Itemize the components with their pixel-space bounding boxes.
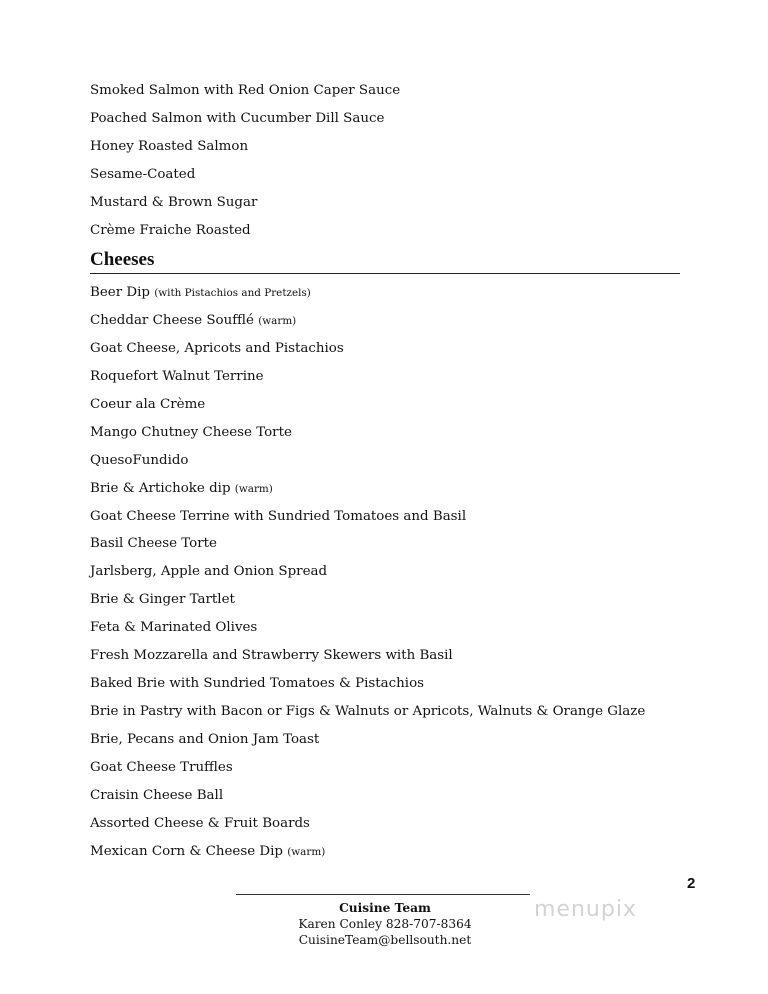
item-name: Basil Cheese Torte <box>90 536 217 552</box>
item-name: Beer Dip <box>90 285 150 300</box>
item-name: Brie in Pastry with Bacon or Figs & Walnuts or Apricots, Walnuts & Orange Glaze <box>90 704 646 720</box>
cheese-list <box>90 284 645 871</box>
footer-contact: Karen Conley 828-707-8364 <box>298 917 472 931</box>
item-name: Craisin Cheese Ball <box>90 787 224 803</box>
item-name: Fresh Mozzarella and Strawberry Skewers with Basil <box>90 648 453 664</box>
list-item: Crème Fraiche Roasted <box>90 222 251 238</box>
list-item <box>90 647 645 675</box>
item-note: (with Pistachios and Pretzels) <box>154 287 311 299</box>
section-title-cheeses: Cheeses <box>90 249 155 270</box>
item-name: Goat Cheese Terrine with Sundried Tomatoes and Basil <box>90 508 467 524</box>
list-item <box>90 424 645 452</box>
list-item: Mustard & Brown Sugar <box>90 194 258 210</box>
item-name: Mango Chutney Cheese Torte <box>90 424 292 440</box>
list-item: Sesame-Coated <box>90 166 196 182</box>
list-item <box>90 340 645 368</box>
item-name: Cheddar Cheese Soufflé <box>90 312 254 328</box>
list-item <box>90 535 645 563</box>
list-item <box>90 452 645 480</box>
section-divider <box>90 273 680 274</box>
item-name: Feta & Marinated Olives <box>90 620 258 636</box>
footer <box>236 900 534 948</box>
salmon-list <box>90 82 400 250</box>
list-item <box>90 368 645 396</box>
item-note: (warm) <box>287 845 326 858</box>
item-note: (warm) <box>234 482 273 495</box>
list-item <box>90 563 645 591</box>
list-item: Honey Roasted Salmon <box>90 138 249 154</box>
item-name: Baked Brie with Sundried Tomatoes & Pistachios <box>90 676 425 692</box>
list-item <box>90 312 645 340</box>
list-item <box>90 731 645 759</box>
item-name: Goat Cheese Truffles <box>90 759 233 775</box>
item-name: Assorted Cheese & Fruit Boards <box>90 815 310 831</box>
list-item <box>90 396 645 424</box>
item-name: Brie, Pecans and Onion Jam Toast <box>90 732 320 747</box>
item-name: Goat Cheese, Apricots and Pistachios <box>90 340 344 356</box>
list-item <box>90 703 645 731</box>
list-item <box>90 619 645 647</box>
list-item <box>90 480 645 508</box>
footer-rule <box>236 894 530 895</box>
list-item <box>90 843 645 871</box>
item-note: (warm) <box>258 314 297 327</box>
item-name: Coeur ala Crème <box>90 396 206 412</box>
item-name: Brie & Ginger Tartlet <box>90 592 235 608</box>
footer-team: Cuisine Team <box>339 901 431 915</box>
list-item <box>90 675 645 703</box>
list-item <box>90 508 645 536</box>
list-item <box>90 815 645 843</box>
list-item <box>90 284 645 312</box>
page-number: 2 <box>687 875 696 892</box>
item-name: QuesoFundido <box>90 452 189 468</box>
list-item: Smoked Salmon with Red Onion Caper Sauce <box>90 83 401 98</box>
item-name: Mexican Corn & Cheese Dip <box>90 843 283 859</box>
list-item <box>90 591 645 619</box>
list-item <box>90 787 645 815</box>
watermark-logo: menupix <box>534 897 637 922</box>
item-name: Roquefort Walnut Terrine <box>90 368 264 384</box>
list-item <box>90 759 645 787</box>
list-item: Poached Salmon with Cucumber Dill Sauce <box>90 110 385 126</box>
item-name: Brie & Artichoke dip <box>90 480 231 496</box>
footer-email: CuisineTeam@bellsouth.net <box>298 933 472 947</box>
item-name: Jarlsberg, Apple and Onion Spread <box>90 564 328 580</box>
